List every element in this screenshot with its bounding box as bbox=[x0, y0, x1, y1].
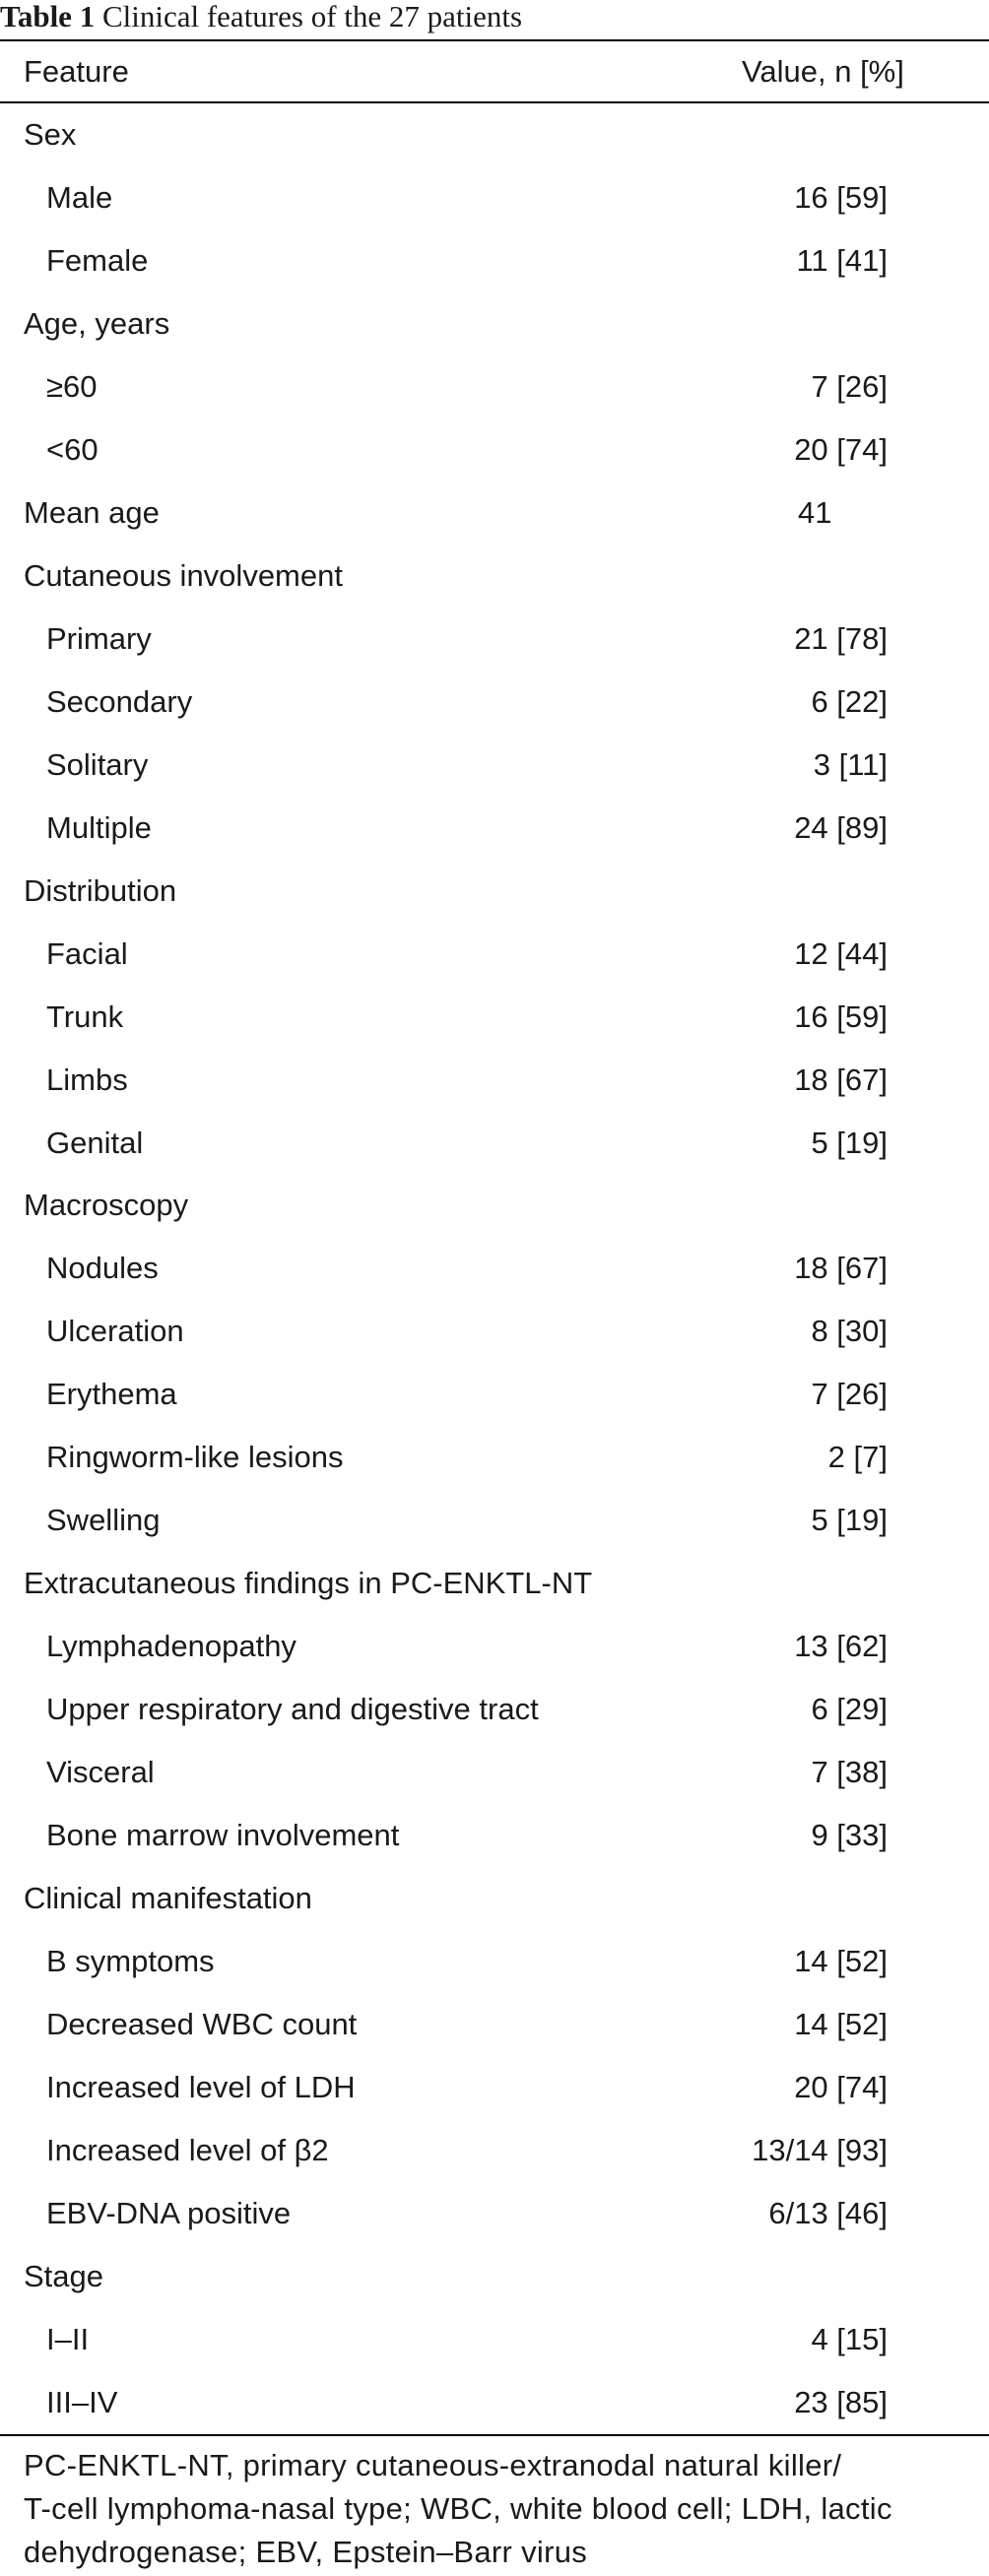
row-value: 18 [67] bbox=[794, 1062, 888, 1097]
row-value: 3 [11] bbox=[813, 746, 888, 782]
row-value: 20 [74] bbox=[794, 431, 888, 467]
table-row bbox=[0, 1615, 989, 1678]
row-value: 13 [62] bbox=[794, 1629, 888, 1664]
row-label: Decreased WBC count bbox=[46, 2007, 358, 2042]
row-label: Secondary bbox=[46, 683, 193, 719]
table-group-row bbox=[0, 860, 989, 923]
row-label: ≥60 bbox=[46, 368, 98, 404]
row-value: 5 [19] bbox=[811, 1503, 888, 1538]
row-value: 23 [85] bbox=[794, 2384, 888, 2419]
row-label: Limbs bbox=[46, 1062, 128, 1097]
row-value: 8 [30] bbox=[811, 1314, 888, 1349]
row-value: 6/13 [46] bbox=[768, 2195, 888, 2230]
row-label: Multiple bbox=[46, 809, 152, 845]
row-label: Clinical manifestation bbox=[24, 1881, 312, 1916]
row-label: Upper respiratory and digestive tract bbox=[46, 1692, 539, 1727]
table-group-row bbox=[0, 482, 989, 545]
table-group-row bbox=[0, 545, 989, 608]
table-title-text: Clinical features of the 27 patients bbox=[101, 0, 523, 33]
table-group-row bbox=[0, 1867, 989, 1930]
table-row bbox=[0, 923, 989, 986]
row-value: 4 [15] bbox=[811, 2321, 888, 2356]
row-label: Nodules bbox=[46, 1251, 159, 1286]
table-row bbox=[0, 1489, 989, 1552]
column-header-value: Value, n [%] bbox=[742, 54, 904, 89]
row-value: 7 [26] bbox=[811, 1377, 888, 1412]
row-label: Trunk bbox=[46, 998, 124, 1034]
row-value: 14 [52] bbox=[794, 2007, 888, 2042]
footnote-line: PC-ENKTL-NT, primary cutaneous-extranodal natural killer/ bbox=[24, 2448, 842, 2482]
table-group-row bbox=[0, 2245, 989, 2308]
row-label: Stage bbox=[24, 2258, 104, 2293]
table-row bbox=[0, 2308, 989, 2371]
table-footnote bbox=[24, 2444, 969, 2574]
table-group-row bbox=[0, 103, 989, 166]
row-label: Lymphadenopathy bbox=[46, 1629, 297, 1664]
table-row bbox=[0, 2056, 989, 2119]
row-label: Erythema bbox=[46, 1377, 177, 1412]
row-label: Distribution bbox=[24, 872, 177, 908]
table-row bbox=[0, 1300, 989, 1363]
row-label: Solitary bbox=[46, 746, 149, 782]
row-label: Ulceration bbox=[46, 1314, 184, 1349]
row-value: 7 [26] bbox=[811, 368, 888, 404]
table-row bbox=[0, 1678, 989, 1741]
row-value: 12 [44] bbox=[794, 935, 888, 971]
table-row bbox=[0, 608, 989, 671]
row-label: Visceral bbox=[46, 1755, 155, 1790]
table-row bbox=[0, 2182, 989, 2245]
table-row bbox=[0, 1237, 989, 1300]
row-label: Bone marrow involvement bbox=[46, 1818, 400, 1853]
row-value: 11 [41] bbox=[796, 242, 888, 278]
table-row bbox=[0, 166, 989, 229]
table-row bbox=[0, 2371, 989, 2434]
table-row bbox=[0, 1741, 989, 1804]
row-label: B symptoms bbox=[46, 1944, 215, 1979]
footnote-line: T-cell lymphoma-nasal type; WBC, white blood cell; LDH, lactic bbox=[24, 2491, 892, 2526]
row-label: Male bbox=[46, 179, 113, 215]
table-row bbox=[0, 1804, 989, 1867]
row-value: 9 [33] bbox=[811, 1818, 888, 1853]
table-row bbox=[0, 1363, 989, 1426]
table-row bbox=[0, 1993, 989, 2056]
table-row bbox=[0, 1112, 989, 1175]
table-row bbox=[0, 734, 989, 797]
row-label: Swelling bbox=[46, 1503, 161, 1538]
row-label: EBV-DNA positive bbox=[46, 2195, 292, 2230]
row-label: Cutaneous involvement bbox=[24, 557, 343, 593]
row-value: 6 [29] bbox=[811, 1692, 888, 1727]
table-title-number: Table 1 bbox=[0, 0, 96, 33]
table-row bbox=[0, 986, 989, 1049]
row-label: Increased level of β2 bbox=[46, 2133, 329, 2167]
table-group-row bbox=[0, 1552, 989, 1615]
row-label: <60 bbox=[46, 431, 99, 467]
table-row bbox=[0, 229, 989, 292]
table-row bbox=[0, 2119, 989, 2182]
row-label: Genital bbox=[46, 1125, 144, 1160]
row-label: Sex bbox=[24, 117, 77, 152]
row-value: 5 [19] bbox=[811, 1125, 888, 1160]
table-row bbox=[0, 1049, 989, 1112]
row-label: Age, years bbox=[24, 305, 170, 341]
footnote-line: dehydrogenase; EBV, Epstein–Barr virus bbox=[24, 2535, 588, 2569]
row-label: Increased level of LDH bbox=[46, 2070, 356, 2105]
table-row bbox=[0, 1930, 989, 1993]
row-value: 41 bbox=[798, 494, 832, 530]
row-label: Facial bbox=[46, 935, 128, 971]
row-value: 2 [7] bbox=[827, 1440, 888, 1475]
table-group-row bbox=[0, 1174, 989, 1237]
row-label: I–II bbox=[46, 2321, 90, 2356]
table-title bbox=[0, 0, 522, 39]
column-header-feature: Feature bbox=[24, 54, 129, 89]
row-value: 18 [67] bbox=[794, 1251, 888, 1286]
row-value: 24 [89] bbox=[794, 809, 888, 845]
row-label: III–IV bbox=[46, 2384, 118, 2419]
row-value: 7 [38] bbox=[811, 1755, 888, 1790]
row-label: Extracutaneous findings in PC-ENKTL-NT bbox=[24, 1566, 593, 1601]
table-body bbox=[0, 103, 989, 2434]
table-group-row bbox=[0, 292, 989, 355]
row-label: Ringworm-like lesions bbox=[46, 1440, 344, 1475]
row-label: Mean age bbox=[24, 494, 160, 530]
table-row bbox=[0, 1426, 989, 1489]
row-value: 14 [52] bbox=[794, 1944, 888, 1979]
row-value: 16 [59] bbox=[794, 998, 888, 1034]
row-value: 13/14 [93] bbox=[752, 2133, 888, 2167]
table-row bbox=[0, 355, 989, 419]
row-value: 16 [59] bbox=[794, 179, 888, 215]
row-value: 6 [22] bbox=[811, 683, 888, 719]
row-label: Primary bbox=[46, 620, 152, 656]
bottom-rule bbox=[0, 2434, 989, 2436]
row-value: 21 [78] bbox=[794, 620, 888, 656]
row-label: Macroscopy bbox=[24, 1188, 189, 1223]
table-row bbox=[0, 671, 989, 734]
table-row bbox=[0, 797, 989, 860]
row-label: Female bbox=[46, 242, 149, 278]
table-row bbox=[0, 419, 989, 482]
row-value: 20 [74] bbox=[794, 2070, 888, 2105]
